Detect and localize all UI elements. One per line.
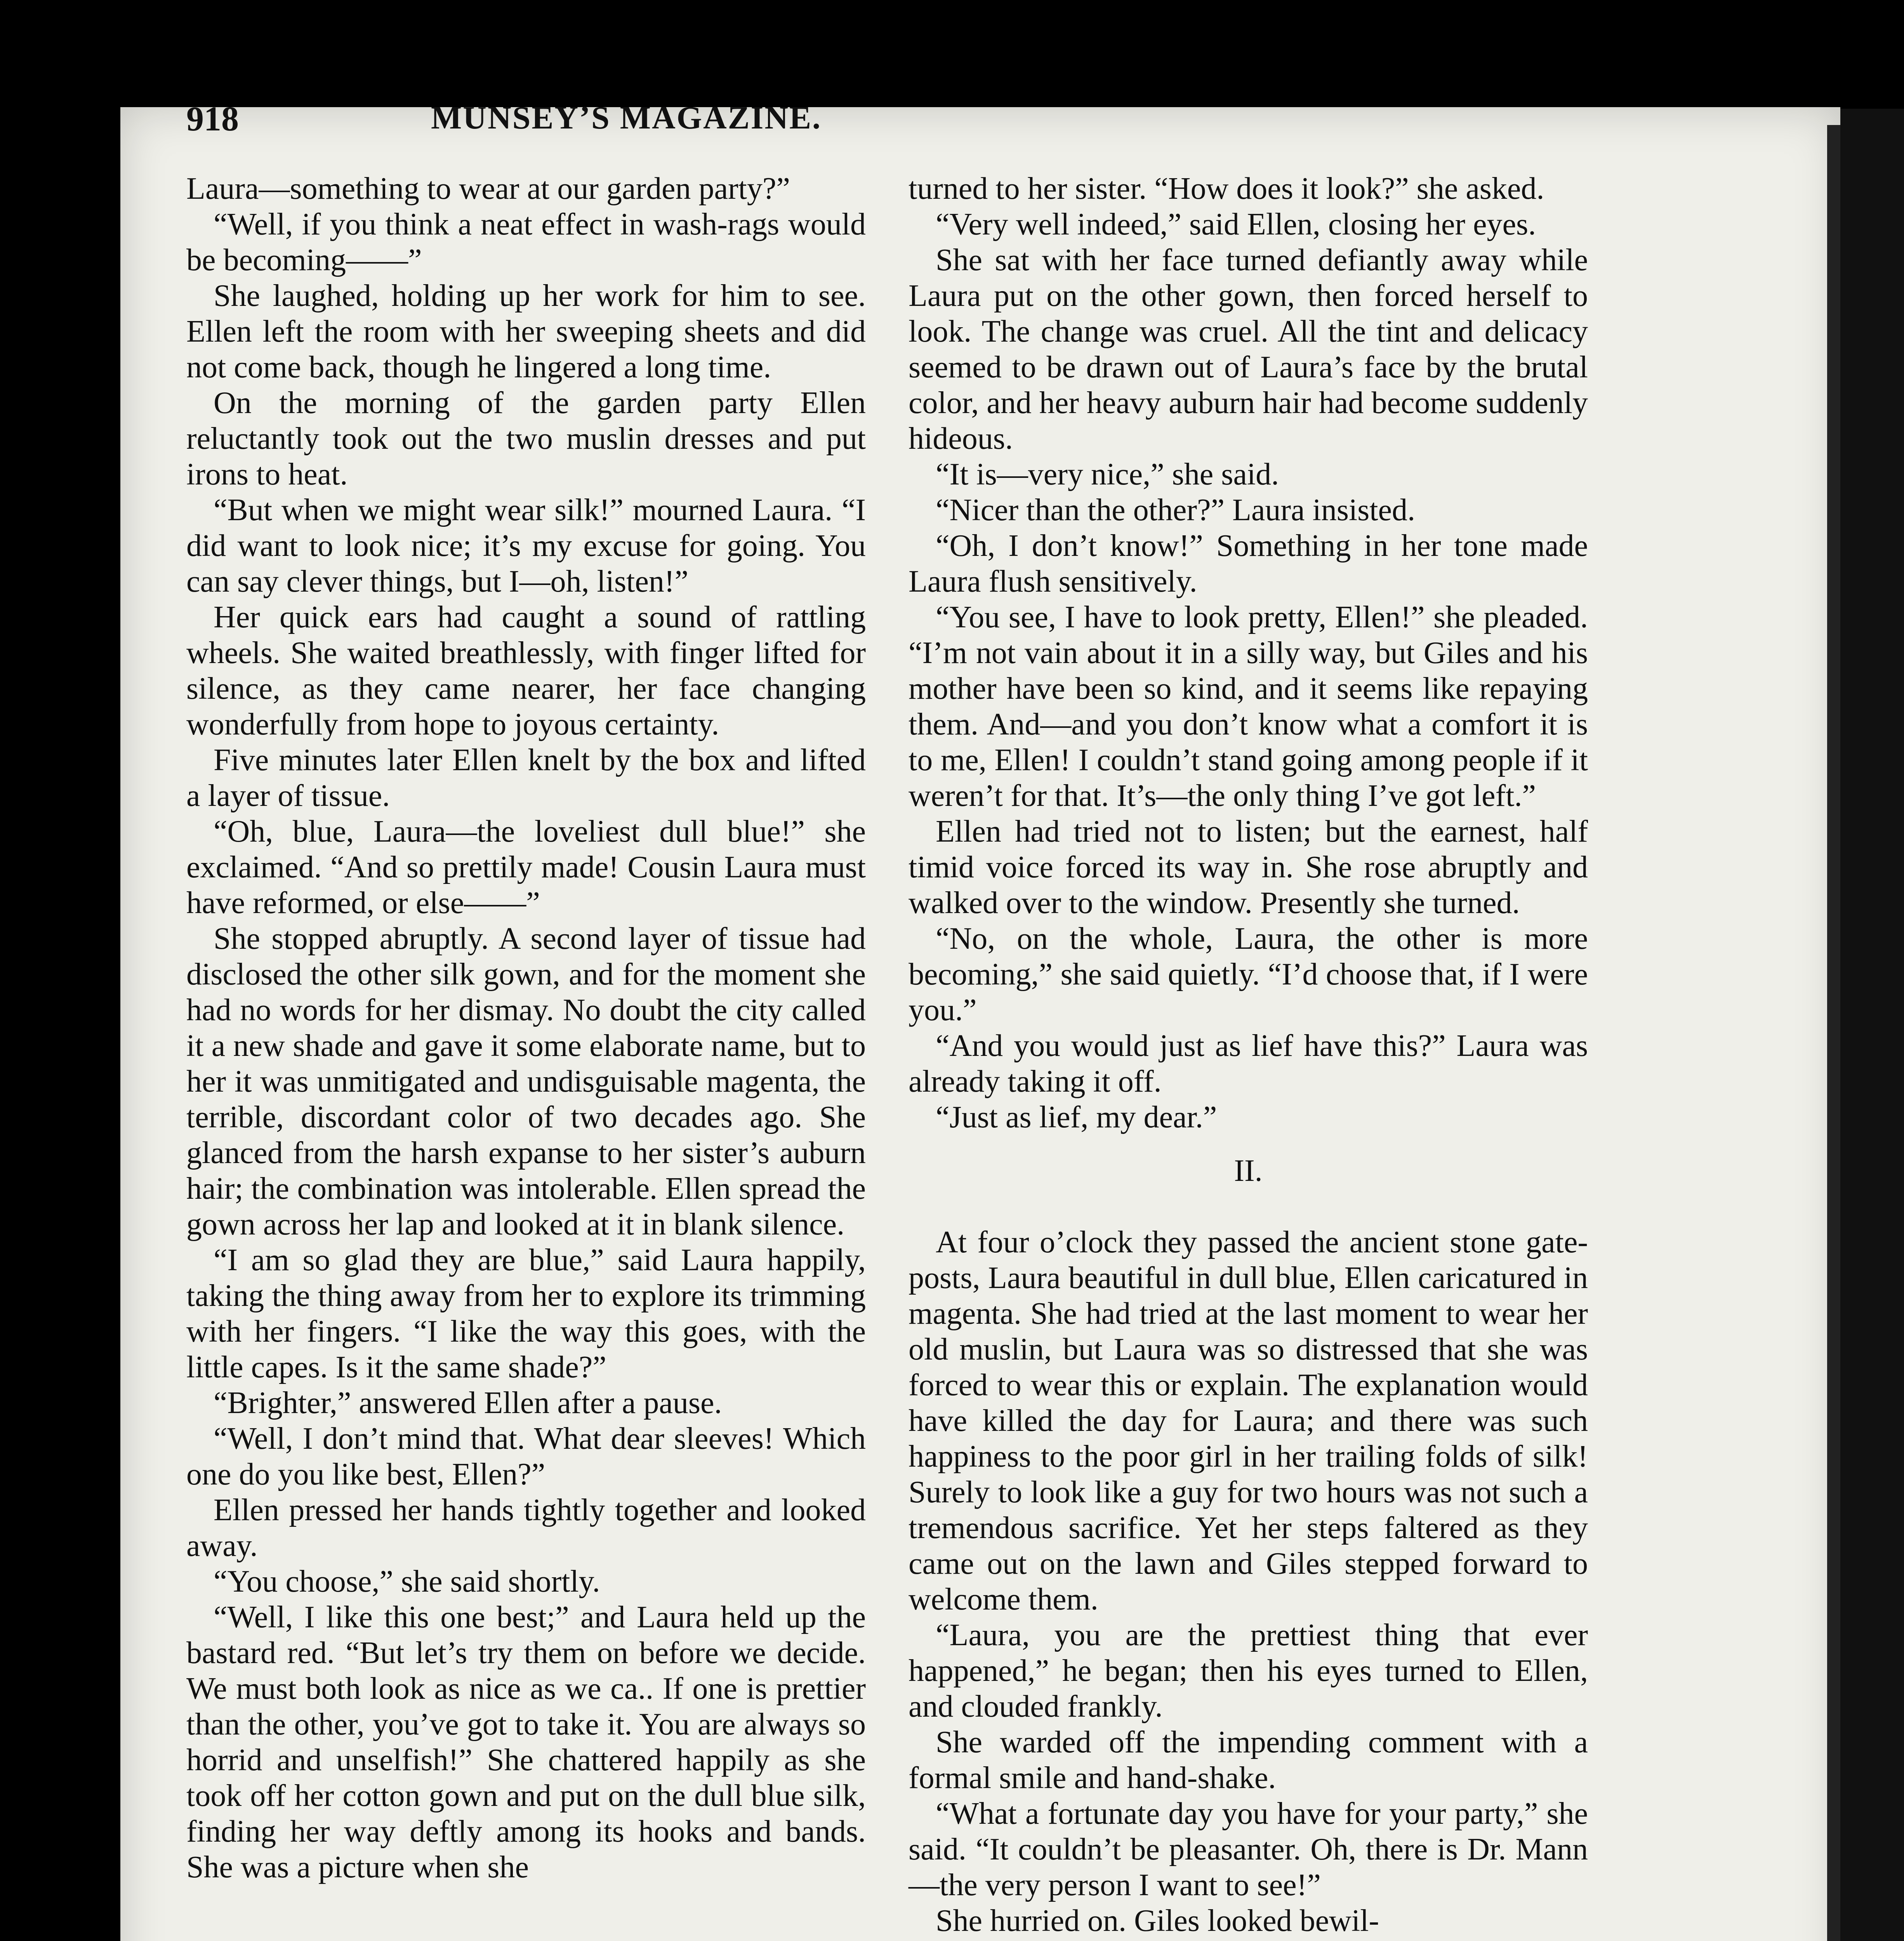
paragraph: “You choose,” she said shortly. bbox=[214, 1564, 600, 1599]
section-heading: II. bbox=[1234, 1154, 1263, 1188]
paragraph: “Well, I like this one best;” and Laura held up the bastard red. “But let’s try them on before we decide. We must both look as nice as we ca.. If one is prettier than the other, you’ve got to take it. You are always so horrid and unselfish!” She chattered happily as she took off her cotton gown and put on the dull blue silk, finding her way deftly among its hooks and bands. She was a picture when she bbox=[186, 1600, 866, 1884]
paragraph: “But when we might wear silk!” mourned Laura. “I did want to look nice; it’s my excuse for going. You can say clever things, but I—oh, listen!” bbox=[186, 493, 866, 599]
paragraph: “No, on the whole, Laura, the other is more becoming,” she said quietly. “I’d choose that, if I were you.” bbox=[909, 922, 1588, 1027]
paragraph: “And you would just as lief have this?” Laura was already taking it off. bbox=[909, 1029, 1588, 1099]
paragraph: Ellen had tried not to listen; but the earnest, half timid voice forced its way in. She rose abruptly and walked over to the window. Presently she turned. bbox=[909, 814, 1588, 920]
paragraph: “What a fortunate day you have for your party,” she said. “It couldn’t be pleasanter. Oh, there is Dr. Mann—the very person I want to see!” bbox=[909, 1797, 1588, 1902]
right-column bbox=[909, 171, 1588, 1939]
left-column bbox=[186, 171, 866, 1885]
paragraph: Her quick ears had caught a sound of rattling wheels. She waited breathlessly, with finger lifted for silence, as they came nearer, her face changing wonderfully from hope to joyous certainty. bbox=[186, 600, 866, 741]
paragraph: “Nicer than the other?” Laura insisted. bbox=[936, 493, 1415, 527]
paragraph: She hurried on. Giles looked bewil- bbox=[936, 1904, 1379, 1938]
scan-border bbox=[1840, 109, 1904, 1941]
paragraph: “Laura, you are the prettiest thing that ever happened,” he began; then his eyes turned to Ellen, and clouded frankly. bbox=[909, 1618, 1588, 1724]
paragraph: “Oh, blue, Laura—the loveliest dull blue!” she exclaimed. “And so prettily made! Cousin Laura must have reformed, or else——” bbox=[186, 814, 866, 920]
paragraph: At four o’clock they passed the ancient stone gate-posts, Laura beautiful in dull blue, Ellen caricatured in magenta. She had tried at the last moment to wear her old muslin, but Laura was so distressed that she was forced to wear this or explain. The explanation would have killed the day for Laura; and there was such happiness to the poor girl in her trailing folds of silk! Surely to look like a guy for two hours was not such a tremendous sacrifice. Yet her steps faltered as they came out on the lawn and Giles stepped forward to welcome them. bbox=[909, 1225, 1588, 1616]
paragraph: turned to her sister. “How does it look?” she asked. bbox=[909, 172, 1544, 206]
right-column-text-before-heading bbox=[909, 171, 1588, 1135]
paragraph: “Well, if you think a neat effect in wash-rags would be becoming——” bbox=[186, 207, 866, 277]
page-binding-edge bbox=[1827, 125, 1840, 1941]
paragraph: She laughed, holding up her work for him to see. Ellen left the room with her sweeping sheets and did not come back, though he lingered a long time. bbox=[186, 279, 866, 384]
paragraph: She stopped abruptly. A second layer of tissue had disclosed the other silk gown, and for the moment she had no words for her dismay. No doubt the city called it a new shade and gave it some elaborate name, but to her it was unmitigated and undisguisable magenta, the terrible, discordant color of two decades ago. She glanced from the harsh expanse to her sister’s auburn hair; the combination was intolerable. Ellen spread the gown across her lap and looked at it in blank silence. bbox=[186, 922, 866, 1241]
page-number: 918 bbox=[186, 100, 239, 138]
paragraph: “It is—very nice,” she said. bbox=[936, 457, 1279, 491]
paragraph: “Very well indeed,” said Ellen, closing her eyes. bbox=[936, 207, 1536, 241]
paragraph: Five minutes later Ellen knelt by the box and lifted a layer of tissue. bbox=[186, 743, 866, 813]
paragraph: “I am so glad they are blue,” said Laura happily, taking the thing away from her to explore its trimming with her fingers. “I like the way this goes, with the little capes. Is it the same shade?” bbox=[186, 1243, 866, 1384]
paragraph: She warded off the impending comment with a formal smile and hand-shake. bbox=[909, 1725, 1588, 1795]
paragraph: Ellen pressed her hands tightly together and looked away. bbox=[186, 1493, 866, 1563]
paragraph: “Just as lief, my dear.” bbox=[936, 1100, 1217, 1134]
paragraph: Laura—something to wear at our garden party?” bbox=[186, 172, 790, 206]
running-head: MUNSEY’S MAGAZINE. bbox=[431, 100, 822, 136]
paragraph: “Well, I don’t mind that. What dear sleeves! Which one do you like best, Ellen?” bbox=[186, 1422, 866, 1491]
paragraph: She sat with her face turned defiantly away while Laura put on the other gown, then forced herself to look. The change was cruel. All the tint and delicacy seemed to be drawn out of Laura’s face by the brutal color, and her heavy auburn hair had become suddenly hideous. bbox=[909, 243, 1588, 456]
paragraph: “Oh, I don’t know!” Something in her tone made Laura flush sensitively. bbox=[909, 529, 1588, 599]
paragraph: “Brighter,” answered Ellen after a pause. bbox=[214, 1386, 722, 1420]
right-column-text-after-heading bbox=[909, 1224, 1588, 1939]
paragraph: On the morning of the garden party Ellen reluctantly took out the two muslin dresses and put irons to heat. bbox=[186, 386, 866, 491]
paragraph: “You see, I have to look pretty, Ellen!” she pleaded. “I’m not vain about it in a silly way, but Giles and his mother have been so kind, and it seems like repaying them. And—and you don’t know what a comfort it is to me, Ellen! I couldn’t stand going among people if it weren’t for that. It’s—the only thing I’ve got left.” bbox=[909, 600, 1588, 813]
